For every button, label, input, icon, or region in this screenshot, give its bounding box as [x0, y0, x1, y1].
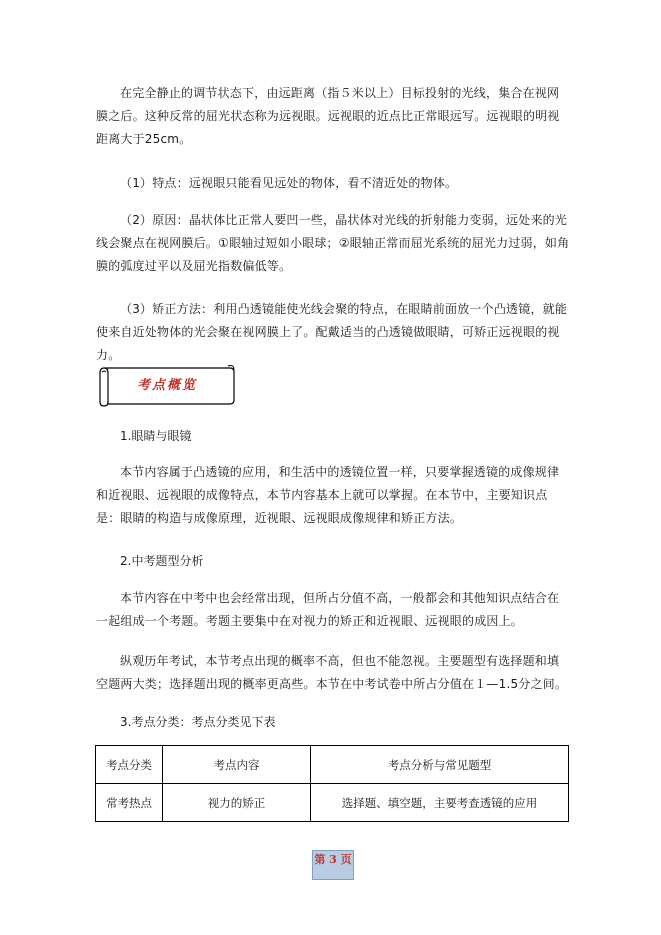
cause-paragraph: （2）原因：晶状体比正常人要凹一些，晶状体对光线的折射能力变弱，远处来的光线会聚点在视网膜后。①眼轴过短如小眼球；②眼轴正常而屈光系统的屈光力过弱，如角膜的弧度过平以及屈光指数偏低等。	[96, 213, 570, 273]
table-cell: 常考热点	[96, 784, 163, 822]
section1-body: 本节内容属于凸透镜的应用，和生活中的透镜位置一样，只要掌握透镜的成像规律和近视眼、远视眼的成像特点，本节内容基本上就可以掌握。在本节中，主要知识点是：眼睛的构造与成像原理，近视眼、远视眼成像规律和矫正方法。	[96, 465, 560, 525]
exam-points-table	[95, 745, 569, 822]
feature-paragraph: （1）特点：远视眼只能看见远处的物体，看不清近处的物体。	[120, 176, 458, 190]
page-number-box: 第 3 页	[312, 850, 354, 880]
table-cell: 选择题、填空题，主要考查透镜的应用	[311, 784, 569, 822]
section3-heading: 3.考点分类：考点分类见下表	[120, 715, 276, 729]
section2-body2: 纵观历年考试，本节考点出现的概率不高，但也不能忽视。主要题型有选择题和填空题两大类；选择题出现的概率更高些。本节在中考试卷中所占分值在１—1.5分之间。	[96, 654, 568, 691]
table-header-cell: 考点内容	[163, 746, 311, 784]
section2-heading: 2.中考题型分析	[120, 554, 204, 568]
table-header-row	[96, 746, 569, 784]
banner-title: 考点概览	[136, 378, 197, 393]
table-header-cell: 考点分类	[96, 746, 163, 784]
section-banner	[98, 364, 236, 408]
table-row	[96, 784, 569, 822]
intro-paragraph: 在完全静止的调节状态下，由远距离（指５米以上）目标投射的光线，集合在视网膜之后。这种反常的屈光状态称为远视眼。远视眼的近点比正常眼远写。远视眼的明视距离大于25cm。	[96, 86, 560, 146]
section1-heading: 1.眼睛与眼镜	[120, 429, 192, 443]
table-cell: 视力的矫正	[163, 784, 311, 822]
section2-body1: 本节内容在中考中也会经常出现，但所占分值不高，一般都会和其他知识点结合在一起组成一个考题。考题主要集中在对视力的矫正和近视眼、远视眼的成因上。	[96, 591, 560, 628]
correction-paragraph: （3）矫正方法：利用凸透镜能使光线会聚的特点，在眼睛前面放一个凸透镜，就能使来自近处物体的光会聚在视网膜上了。配戴适当的凸透镜做眼睛，可矫正远视眼的视力。	[96, 302, 568, 362]
table-header-cell: 考点分析与常见题型	[311, 746, 569, 784]
